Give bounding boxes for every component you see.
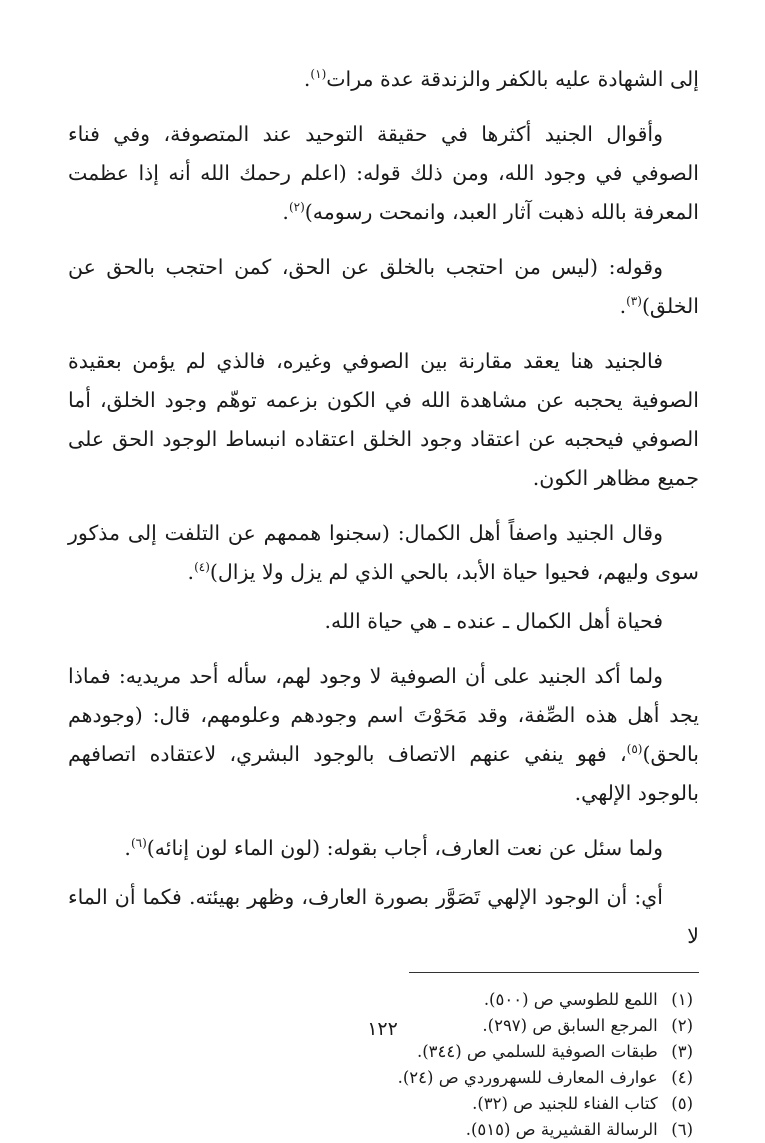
footnote-ref-1: (١) <box>310 67 327 82</box>
footnote-separator <box>409 972 699 973</box>
footnote-item: (٣) طبقات الصوفية للسلمي ص (٣٤٤). <box>416 1042 693 1061</box>
page-number: ١٢٢ <box>367 1018 398 1040</box>
paragraph-2: وأقوال الجنيد أكثرها في حقيقة التوحيد عند المتصوفة، وفي فناء الصوفي في وجود الله، ومن ذلك قوله: (اعلم رحمك الله أنه إذا عظمت المعرفة بالله ذهبت آثار العبد، وانمحت رسومه)$^{(٢)}$. <box>68 122 699 224</box>
body-text <box>68 60 699 956</box>
paragraph-5: وقال الجنيد واصفاً أهل الكمال: (سجنوا هممهم عن التلفت إلى مذكور سوى وليهم، فحيوا حياة الأبد، بالحي الذي لم يزل ولا يزال)$^{(٤)}$. <box>68 521 699 584</box>
footnote-ref-4: (٤) <box>194 560 210 575</box>
footnote-ref-5: (٥) <box>626 742 643 757</box>
footnote-ref-3: (٣) <box>626 294 642 309</box>
paragraph-3: وقوله: (ليس من احتجب بالخلق عن الحق، كمن احتجب بالحق عن الخلق)$^{(٣)}$. <box>68 255 699 318</box>
footnotes-list <box>68 987 699 1143</box>
footnote-ref-6: (٦) <box>130 836 147 851</box>
footnote-item: (٢) المرجع السابق ص (٢٩٧). <box>482 1016 693 1035</box>
paragraph-6: فحياة أهل الكمال ـ عنده ـ هي حياة الله. <box>324 609 663 633</box>
paragraph-8: ولما سئل عن نعت العارف، أجاب بقوله: (لون الماء لون إنائه)$^{(٦)}$. <box>124 836 663 860</box>
footnote-item: (١) اللمع للطوسي ص (٥٠٠). <box>483 990 693 1009</box>
paragraph-4: فالجنيد هنا يعقد مقارنة بين الصوفي وغيره، فالذي لم يؤمن بعقيدة الصوفية يحجبه عن مشاهدة الله في الكون بزعمه توهّم وجود الخلق، أما الصوفي فيحجبه عن اعتقاد وجود الخلق اعتقاده انبساط الوجود الحق على جميع مظاهر الكون. <box>68 349 699 490</box>
footnote-item: (٦) الرسالة القشيرية ص (٥١٥). <box>465 1120 693 1139</box>
footnote-ref-2: (٢) <box>288 200 305 215</box>
footnote-item: (٥) كتاب الفناء للجنيد ص (٣٢). <box>472 1094 693 1113</box>
footnote-item: (٤) عوارف المعارف للسهروردي ص (٢٤). <box>397 1068 693 1087</box>
paragraph-7: ولما أكد الجنيد على أن الصوفية لا وجود لهم، سأله أحد مريديه: فماذا يجد أهل هذه الصِّفة، وقد مَحَوْتَ اسم وجودهم وعلومهم، قال: (وجودهم بالحق)$^{(٥)}$، فهو ينفي عنهم الاتصاف بالوجود البشري، لاعتقاده اتصافهم بالوجود الإلهي. <box>68 664 699 805</box>
paragraph-9: أي: أن الوجود الإلهي تَصَوَّر بصورة العارف، وظهر بهيئته. فكما أن الماء لا <box>68 885 699 948</box>
paragraph-1: إلى الشهادة عليه بالكفر والزندقة عدة مرات$^{(١)}$. <box>303 67 699 91</box>
